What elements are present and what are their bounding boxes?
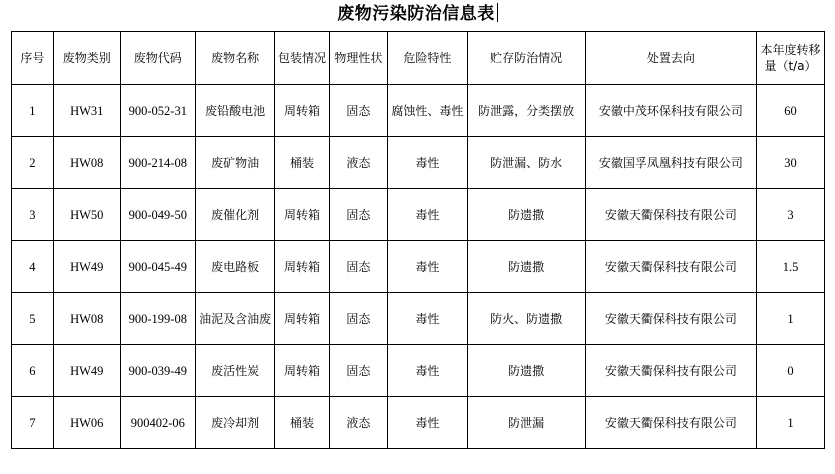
cell-state: 液态 — [329, 397, 388, 449]
cell-name: 废活性炭 — [195, 345, 274, 397]
cell-category: HW08 — [53, 293, 120, 345]
cell-amount: 3 — [757, 189, 825, 241]
cell-package: 周转箱 — [275, 189, 329, 241]
cell-name: 废矿物油 — [195, 137, 274, 189]
cell-storage: 防泄漏 — [467, 397, 585, 449]
cell-category: HW49 — [53, 241, 120, 293]
header-destination: 处置去向 — [585, 32, 756, 85]
cell-destination: 安徽天衢保科技有限公司 — [585, 345, 756, 397]
cell-category: HW50 — [53, 189, 120, 241]
cell-code: 900-199-08 — [120, 293, 195, 345]
table-title — [0, 2, 835, 26]
header-storage: 贮存防治情况 — [467, 32, 585, 85]
cell-name: 废催化剂 — [195, 189, 274, 241]
cell-package: 周转箱 — [275, 241, 329, 293]
cell-storage: 防遗撒 — [467, 241, 585, 293]
cell-amount: 60 — [757, 85, 825, 137]
cell-hazard: 毒性 — [388, 345, 467, 397]
cell-code: 900-214-08 — [120, 137, 195, 189]
header-state: 物理性状 — [329, 32, 388, 85]
cell-category: HW31 — [53, 85, 120, 137]
cell-no: 2 — [12, 137, 54, 189]
cell-code: 900-039-49 — [120, 345, 195, 397]
cell-hazard: 毒性 — [388, 293, 467, 345]
cell-category: HW49 — [53, 345, 120, 397]
cell-hazard: 毒性 — [388, 397, 467, 449]
cell-code: 900-052-31 — [120, 85, 195, 137]
cell-category: HW08 — [53, 137, 120, 189]
table-row — [12, 137, 825, 189]
header-hazard: 危险特性 — [388, 32, 467, 85]
cell-package: 周转箱 — [275, 345, 329, 397]
waste-info-table — [11, 31, 825, 449]
cell-name: 废冷却剂 — [195, 397, 274, 449]
cell-code: 900402-06 — [120, 397, 195, 449]
cell-package: 桶装 — [275, 137, 329, 189]
cell-destination: 安徽天衢保科技有限公司 — [585, 397, 756, 449]
cell-amount: 1 — [757, 397, 825, 449]
cell-hazard: 毒性 — [388, 137, 467, 189]
table-row — [12, 293, 825, 345]
cell-no: 4 — [12, 241, 54, 293]
cell-state: 固态 — [329, 345, 388, 397]
header-code: 废物代码 — [120, 32, 195, 85]
table-title-text: 废物污染防治信息表 — [337, 4, 495, 24]
table-row — [12, 85, 825, 137]
cell-storage: 防火、防遗撒 — [467, 293, 585, 345]
cell-storage: 防遗撒 — [467, 345, 585, 397]
cell-category: HW06 — [53, 397, 120, 449]
cell-hazard: 腐蚀性、毒性 — [388, 85, 467, 137]
cell-destination: 安徽天衢保科技有限公司 — [585, 241, 756, 293]
cell-amount: 1.5 — [757, 241, 825, 293]
cell-destination: 安徽国孚凤凰科技有限公司 — [585, 137, 756, 189]
table-row — [12, 345, 825, 397]
table-row — [12, 241, 825, 293]
cell-state: 固态 — [329, 189, 388, 241]
cell-no: 5 — [12, 293, 54, 345]
cell-destination: 安徽中茂环保科技有限公司 — [585, 85, 756, 137]
cell-amount: 30 — [757, 137, 825, 189]
header-no: 序号 — [12, 32, 54, 85]
table-header-row — [12, 32, 825, 85]
cell-no: 3 — [12, 189, 54, 241]
cell-no: 7 — [12, 397, 54, 449]
cell-state: 固态 — [329, 293, 388, 345]
cell-amount: 1 — [757, 293, 825, 345]
cell-hazard: 毒性 — [388, 241, 467, 293]
cell-package: 周转箱 — [275, 85, 329, 137]
cell-package: 周转箱 — [275, 293, 329, 345]
cell-storage: 防泄露，分类摆放 — [467, 85, 585, 137]
cell-state: 固态 — [329, 241, 388, 293]
cell-code: 900-045-49 — [120, 241, 195, 293]
cell-name: 油泥及含油废 — [195, 293, 274, 345]
cell-hazard: 毒性 — [388, 189, 467, 241]
header-category: 废物类别 — [53, 32, 120, 85]
cell-code: 900-049-50 — [120, 189, 195, 241]
cell-name: 废电路板 — [195, 241, 274, 293]
cell-storage: 防泄漏、防水 — [467, 137, 585, 189]
cell-no: 1 — [12, 85, 54, 137]
cell-state: 液态 — [329, 137, 388, 189]
table-row — [12, 189, 825, 241]
header-amount: 本年度转移量（t/a） — [757, 32, 825, 85]
cell-amount: 0 — [757, 345, 825, 397]
table-row — [12, 397, 825, 449]
cell-state: 固态 — [329, 85, 388, 137]
header-package: 包装情况 — [275, 32, 329, 85]
cell-destination: 安徽天衢保科技有限公司 — [585, 293, 756, 345]
cell-storage: 防遗撒 — [467, 189, 585, 241]
text-cursor — [497, 3, 498, 22]
cell-name: 废铅酸电池 — [195, 85, 274, 137]
cell-no: 6 — [12, 345, 54, 397]
cell-destination: 安徽天衢保科技有限公司 — [585, 189, 756, 241]
cell-package: 桶装 — [275, 397, 329, 449]
header-name: 废物名称 — [195, 32, 274, 85]
